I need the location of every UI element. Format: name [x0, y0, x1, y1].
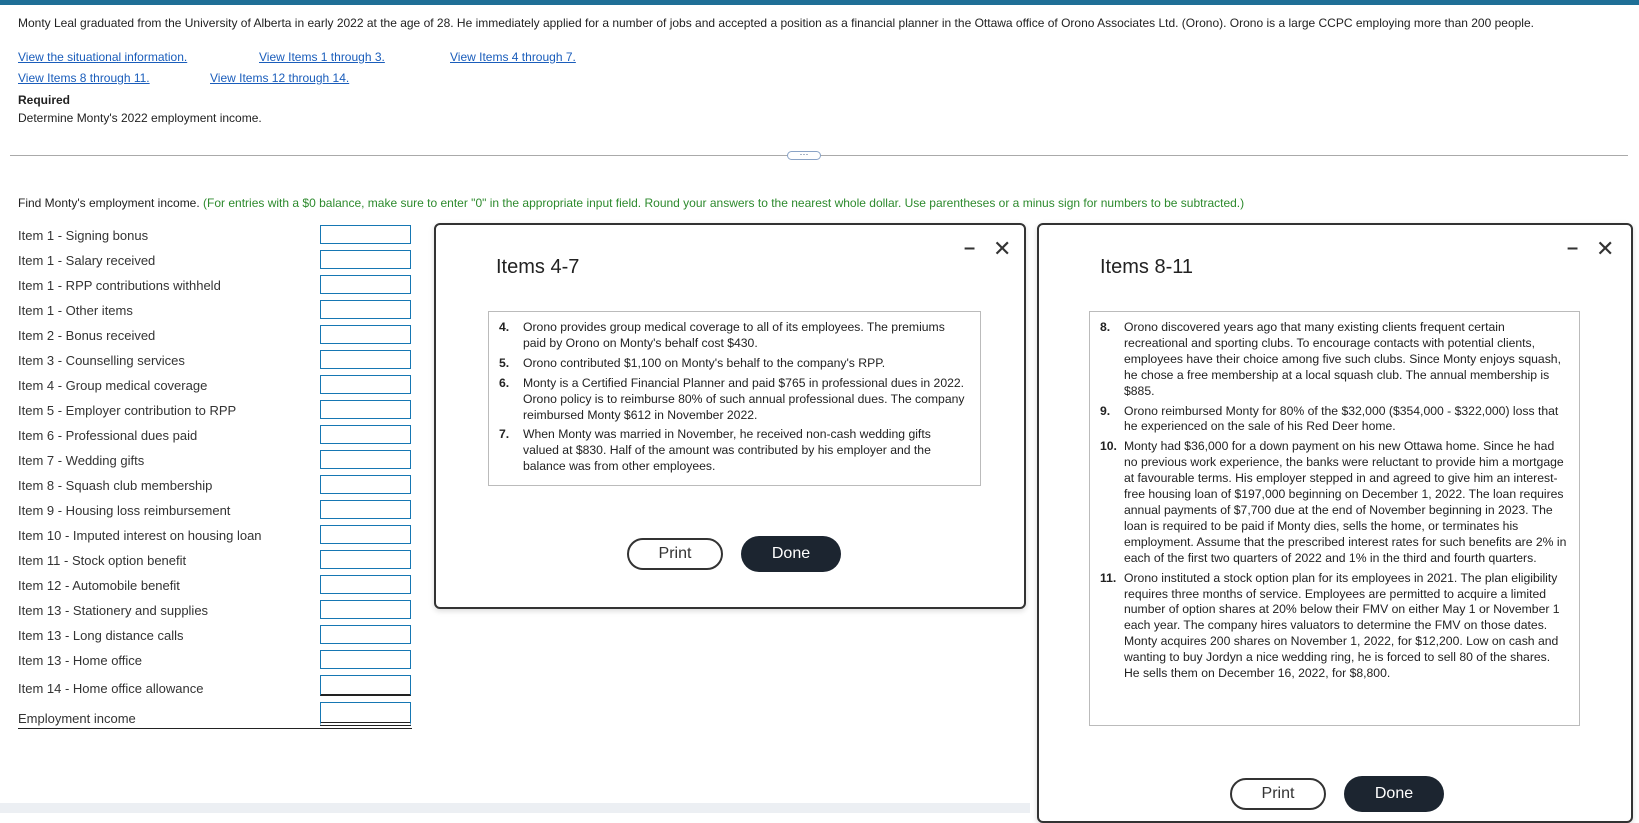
row-label: Item 8 - Squash club membership	[18, 478, 213, 493]
total-underline	[18, 728, 412, 729]
amount-input[interactable]	[320, 550, 411, 569]
print-button[interactable]: Print	[627, 538, 723, 570]
close-icon[interactable]: ✕	[993, 236, 1012, 261]
amount-input[interactable]	[320, 300, 411, 319]
item-number: 5.	[499, 355, 510, 370]
total-label: Employment income	[18, 711, 136, 726]
row-label: Item 14 - Home office allowance	[18, 681, 204, 696]
amount-input[interactable]	[320, 450, 411, 469]
instructions-lead: Find Monty's employment income.	[18, 196, 200, 210]
row-label: Item 2 - Bonus received	[18, 328, 156, 343]
row-label: Item 1 - Signing bonus	[18, 228, 149, 243]
required-text: Determine Monty's 2022 employment income.	[18, 111, 262, 125]
print-button[interactable]: Print	[1230, 778, 1326, 810]
done-button[interactable]: Done	[1344, 776, 1444, 812]
link-situational-info[interactable]: View the situational information.	[18, 50, 188, 64]
link-items-8-11[interactable]: View Items 8 through 11.	[18, 71, 150, 85]
row-label: Item 13 - Home office	[18, 653, 143, 668]
link-items-4-7[interactable]: View Items 4 through 7.	[450, 50, 576, 64]
amount-input[interactable]	[320, 600, 411, 619]
row-label: Item 10 - Imputed interest on housing loan	[18, 528, 262, 543]
amount-input[interactable]	[320, 425, 411, 444]
item-number: 4.	[499, 320, 510, 334]
amount-input[interactable]	[320, 475, 411, 494]
item-text: Orono provides group medical coverage to all of its employees. The premiums paid by Orono on Monty's behalf cost $430.	[523, 320, 945, 350]
items-list	[488, 311, 981, 486]
list-item	[1100, 404, 1569, 436]
item-text: When Monty was married in November, he received non-cash wedding gifts valued at $830. Half of the amount was contributed by his employer and the balance was from other employees.	[523, 427, 931, 474]
row-label: Item 1 - Salary received	[18, 253, 156, 268]
amount-input[interactable]	[320, 625, 411, 644]
row-label: Item 6 - Professional dues paid	[18, 428, 198, 443]
amount-input[interactable]	[320, 275, 411, 294]
amount-input[interactable]	[320, 575, 411, 594]
instructions-note: (For entries with a $0 balance, make sure to enter "0" in the appropriate input field. Round your answers to the nearest whole dollar. Use parentheses or a minus sign for numbers to be subtracted.)	[203, 196, 1245, 210]
done-button[interactable]: Done	[741, 536, 841, 572]
amount-input[interactable]	[320, 400, 411, 419]
required-label: Required	[18, 93, 71, 107]
popup-items-4-7	[434, 223, 1026, 609]
item-text: Monty is a Certified Financial Planner and paid $765 in professional dues in 2022. Orono policy is to reimburse 80% of such annual professional dues. The company reimbursed Monty $612 in November 2022.	[523, 375, 965, 422]
item-number: 9.	[1100, 403, 1111, 418]
item-number: 10.	[1100, 439, 1117, 454]
amount-input[interactable]	[320, 650, 411, 669]
total-input[interactable]	[320, 702, 411, 726]
link-items-1-3[interactable]: View Items 1 through 3.	[259, 50, 385, 64]
expand-toggle[interactable]: ···	[787, 151, 821, 160]
list-item	[499, 356, 970, 372]
row-label: Item 3 - Counselling services	[18, 353, 185, 368]
intro-paragraph: Monty Leal graduated from the University of Alberta in early 2022 at the age of 28. He immediately applied for a number of jobs and accepted a position as a financial planner in the Ottawa office of Orono Associates Ltd. (Orono). Orono is a large CCPC employing more than 200 people.	[18, 16, 1534, 30]
close-icon[interactable]: ✕	[1596, 236, 1615, 261]
amount-input[interactable]	[320, 500, 411, 519]
instructions	[18, 196, 1244, 210]
minimize-icon[interactable]: –	[964, 237, 976, 259]
amount-input[interactable]	[320, 525, 411, 544]
items-list	[1089, 311, 1580, 726]
link-items-12-14[interactable]: View Items 12 through 14.	[210, 71, 350, 85]
row-label: Item 1 - RPP contributions withheld	[18, 278, 221, 293]
row-label: Item 7 - Wedding gifts	[18, 453, 145, 468]
item-text: Orono contributed $1,100 on Monty's behalf to the company's RPP.	[523, 355, 886, 370]
amount-input[interactable]	[320, 325, 411, 344]
item-number: 11.	[1100, 570, 1117, 585]
row-label: Item 9 - Housing loss reimbursement	[18, 503, 231, 518]
amount-input[interactable]	[320, 375, 411, 394]
list-item	[499, 427, 970, 475]
list-item	[499, 320, 970, 352]
item-text: Monty had $36,000 for a down payment on his new Ottawa home. Since he had no previous work experience, the banks were reluctant to provide him a mortgage at favourable terms. His employer stepped in and agreed to give him an interest-free housing loan of $197,000 beginning on December 1, 2022. The loan requires annual payments of $7,700 due at the end of November beginning in 2023. The loan is required to be paid if Monty dies, sells the home, or terminates his employment. Assume that the prescribed interest rates for such benefits are 2% in each of the first two quarters of 2022 and 1% in the third and fourth quarters.	[1124, 439, 1567, 565]
item-text: Orono discovered years ago that many existing clients frequent certain recreational and sporting clubs. To encourage contacts with potential clients, employees have their choice among five such clubs. Since Monty enjoys squash, he chose a free membership at a local squash club. The annual membership is $885.	[1124, 320, 1561, 398]
top-accent-bar	[0, 0, 1639, 5]
item-number: 7.	[499, 427, 510, 442]
popup-title: Items 8-11	[1100, 256, 1193, 278]
row-label: Item 12 - Automobile benefit	[18, 578, 180, 593]
list-item	[1100, 439, 1569, 566]
horizontal-scrollbar[interactable]	[0, 803, 1030, 813]
item-text: Orono reimbursed Monty for 80% of the $32,000 ($354,000 - $322,000) loss that he experienced on the sale of his Red Deer home.	[1124, 403, 1559, 434]
row-label: Item 11 - Stock option benefit	[18, 553, 187, 568]
row-label: Item 1 - Other items	[18, 303, 133, 318]
item-text: Orono instituted a stock option plan for its employees in 2021. The plan eligibility requires three months of service. Employees are permitted to acquire a limited number of option shares at 20% below their FMV on either May 1 or November 1 each year. The company hires valuators to determine the FMV on those dates. Monty acquires 200 shares on November 1, 2022, for $12,200. Low on cash and wanting to buy Jordyn a nice wedding ring, he is forced to sell 80 of the shares. He sells them on December 16, 2022, for $8,800.	[1124, 570, 1560, 681]
amount-input[interactable]	[320, 675, 411, 696]
minimize-icon[interactable]: –	[1567, 237, 1579, 259]
amount-input[interactable]	[320, 225, 411, 244]
row-label: Item 5 - Employer contribution to RPP	[18, 403, 237, 418]
row-label: Item 13 - Stationery and supplies	[18, 603, 209, 618]
row-label: Item 4 - Group medical coverage	[18, 378, 208, 393]
list-item	[499, 376, 970, 424]
list-item	[1100, 320, 1569, 400]
amount-input[interactable]	[320, 350, 411, 369]
item-number: 8.	[1100, 320, 1111, 334]
item-number: 6.	[499, 375, 510, 390]
popup-items-8-11	[1037, 223, 1633, 823]
popup-title: Items 4-7	[496, 256, 580, 278]
row-label: Item 13 - Long distance calls	[18, 628, 184, 643]
list-item	[1100, 571, 1569, 682]
amount-input[interactable]	[320, 250, 411, 269]
